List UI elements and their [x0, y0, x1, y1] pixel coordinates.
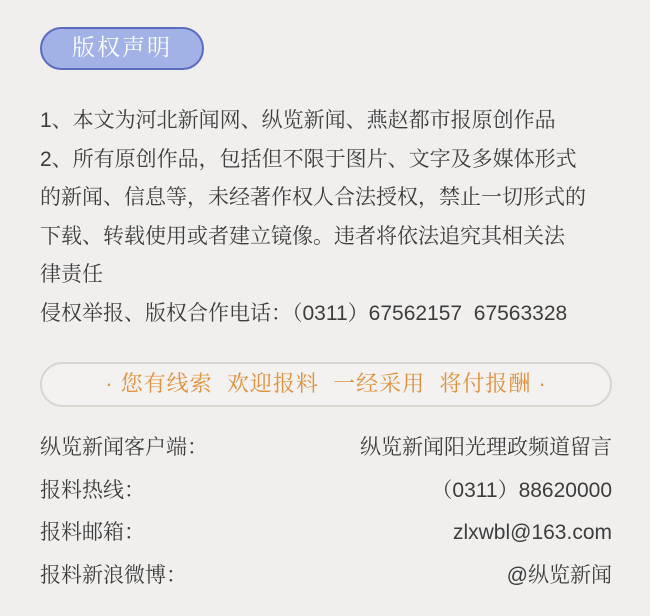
notice-line-1: 1、本文为河北新闻网、纵览新闻、燕赵都市报原创作品	[40, 109, 556, 133]
contact-list	[40, 436, 612, 588]
notice-line-3: 的新闻、信息等，未经著作权人合法授权，禁止一切形式的	[40, 186, 586, 210]
contact-row-weibo	[40, 564, 612, 588]
contact-row-hotline	[40, 479, 612, 503]
copyright-notice-text	[40, 102, 612, 333]
contact-value-hotline: （0311）88620000	[431, 478, 612, 502]
contact-label-hotline: 报料热线：	[40, 478, 145, 502]
notice-line-2: 2、所有原创作品，包括但不限于图片、文字及多媒体形式	[40, 147, 577, 171]
contact-label-email: 报料邮箱：	[40, 521, 145, 545]
notice-line-5: 律责任	[40, 263, 103, 287]
contact-row-app	[40, 436, 612, 460]
contact-label-weibo: 报料新浪微博：	[40, 563, 187, 587]
news-tip-banner-text: · 您有线索 欢迎报料 一经采用 将付报酬 ·	[105, 370, 547, 396]
copyright-badge: 版权声明	[40, 27, 204, 70]
contact-value-weibo: @纵览新闻	[506, 563, 612, 587]
notice-line-report-phone: 侵权举报、版权合作电话：（0311）67562157 67563328	[40, 301, 568, 325]
news-tip-banner	[40, 362, 612, 407]
contact-value-email: zlxwbl@163.com	[452, 521, 612, 545]
notice-line-4: 下载、转载使用或者建立镜像。违者将依法追究其相关法	[40, 224, 565, 248]
contact-row-email	[40, 521, 612, 545]
contact-value-app: 纵览新闻阳光理政频道留言	[360, 436, 612, 460]
contact-label-app: 纵览新闻客户端：	[40, 436, 208, 460]
